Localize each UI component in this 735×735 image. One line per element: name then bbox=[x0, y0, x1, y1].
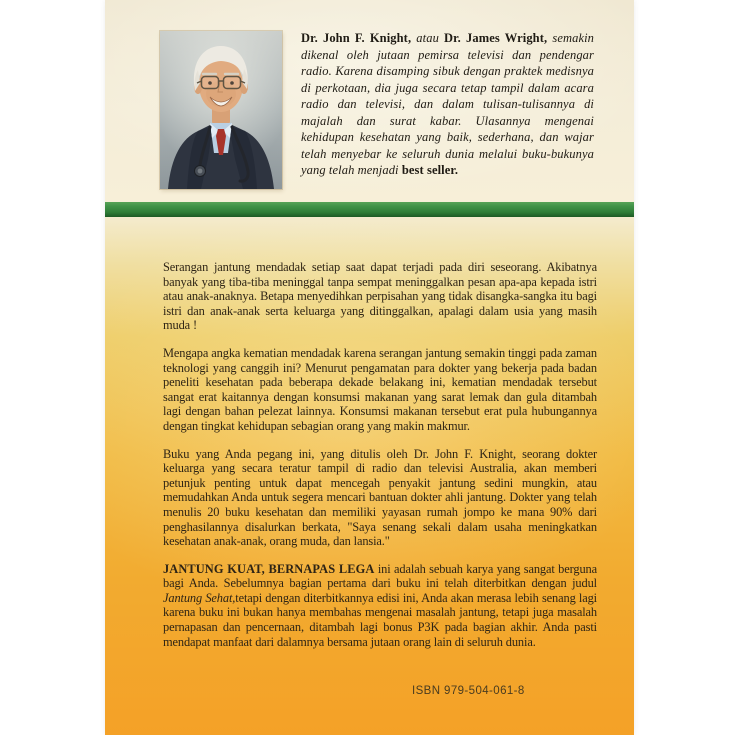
paragraph-book-description bbox=[163, 562, 597, 650]
book-back-cover bbox=[105, 0, 634, 735]
paragraph-about-author: Buku yang Anda pegang ini, yang ditulis oleh Dr. John F. Knight, seorang dokter keluarga yang secara teratur tampil di radio dan televisi Australia, akan memberi petunjuk penting untuk dapat mencegah penyakit jantung sedini mungkin, atau memudahkan Anda untuk segera mencari bantuan dokter ahli jantung. Dokter yang telah menulis 20 buku kesehatan dan memiliki yayasan rumah jompo ke mana 90% dari penghasilannya disalurkan berkata, "Saya senang sekali dalam usaha meningkatkan kesehatan anak-anak, orang muda, dan lansia." bbox=[163, 446, 597, 549]
book-description-part1: ini adalah sebuah karya yang sangat berguna bagi Anda. Sebelumnya bagian pertama dari buku ini telah diterbitkan dengan judul bbox=[163, 561, 597, 591]
book-title-text: JANTUNG KUAT, BERNAPAS LEGA bbox=[163, 561, 375, 576]
paragraph-sudden-heart-attack: Serangan jantung mendadak setiap saat dapat terjadi pada diri seseorang. Akibatnya banyak yang tiba-tiba meninggal tanpa sempat meninggalkan pesan apa-apa kepada istri atau anak-anaknya. Betapa menyedihkan perpisahan yang tidak disangka-sangka itu bagi istri dan anak-anak serta keluarga yang ditinggalkan, apalagi dalam usia yang masih muda ! bbox=[163, 260, 597, 333]
cover-body-section bbox=[105, 217, 634, 735]
doctor-portrait-illustration bbox=[160, 31, 282, 189]
isbn-label: ISBN 979-504-061-8 bbox=[412, 685, 525, 697]
bio-body-text: semakin dikenal oleh jutaan pemirsa televisi dan pendengar radio. Karena disamping sibuk dengan praktek medisnya di perkotaan, dia juga secara tetap tampil dalam acara radio dan televisi, dan dalam tulisan-tulisannya di majalah dan surat kabar. Ulasannya mengenai kehidupan kesehatan yang baik, sederhana, dan wajar telah menyebar ke seluruh dunia melalui buku-bukunya yang telah menjadi bbox=[301, 31, 595, 177]
author-name-primary: Dr. John F. Knight, bbox=[301, 31, 412, 45]
body-text-column bbox=[163, 260, 597, 662]
book-description-part2: tetapi dengan diterbitkannya edisi ini, Anda akan merasa lebih senang lagi karena buku ini bukan hanya membahas mengenai masalah jantung, tetapi juga masalah pernapasan dan pencernaan, ditambah lagi bonus P3K pada bagian akhir. Anda pasti mendapat manfaat dari dalamnya bersama jutaan orang lain di seluruh dunia. bbox=[163, 590, 597, 649]
author-name-alias: Dr. James Wright, bbox=[444, 31, 548, 45]
best-seller-highlight: best seller. bbox=[401, 163, 459, 177]
bio-conjunction: atau bbox=[411, 31, 445, 45]
paragraph-death-causes: Mengapa angka kematian mendadak karena serangan jantung semakin tinggi pada zaman teknologi yang canggih ini? Menurut pengamatan para dokter yang bekerja pada badan peneliti kesehatan pada beberapa dekade belakang ini, kematian mendadak tersebut sangat erat kaitannya dengan konsumsi makanan yang sarat lemak dan gula ditambah lagi dengan bahan pelezat lainnya. Konsumsi makanan tersebut erat pula hubungannya dengan tingkat kehidupan sebagian orang yang makin makmur. bbox=[163, 345, 597, 433]
green-divider-band bbox=[105, 202, 634, 217]
author-photo bbox=[160, 31, 282, 189]
cover-header-section bbox=[105, 0, 634, 202]
previous-edition-title: Jantung Sehat, bbox=[163, 590, 236, 605]
author-bio-text bbox=[301, 30, 594, 179]
